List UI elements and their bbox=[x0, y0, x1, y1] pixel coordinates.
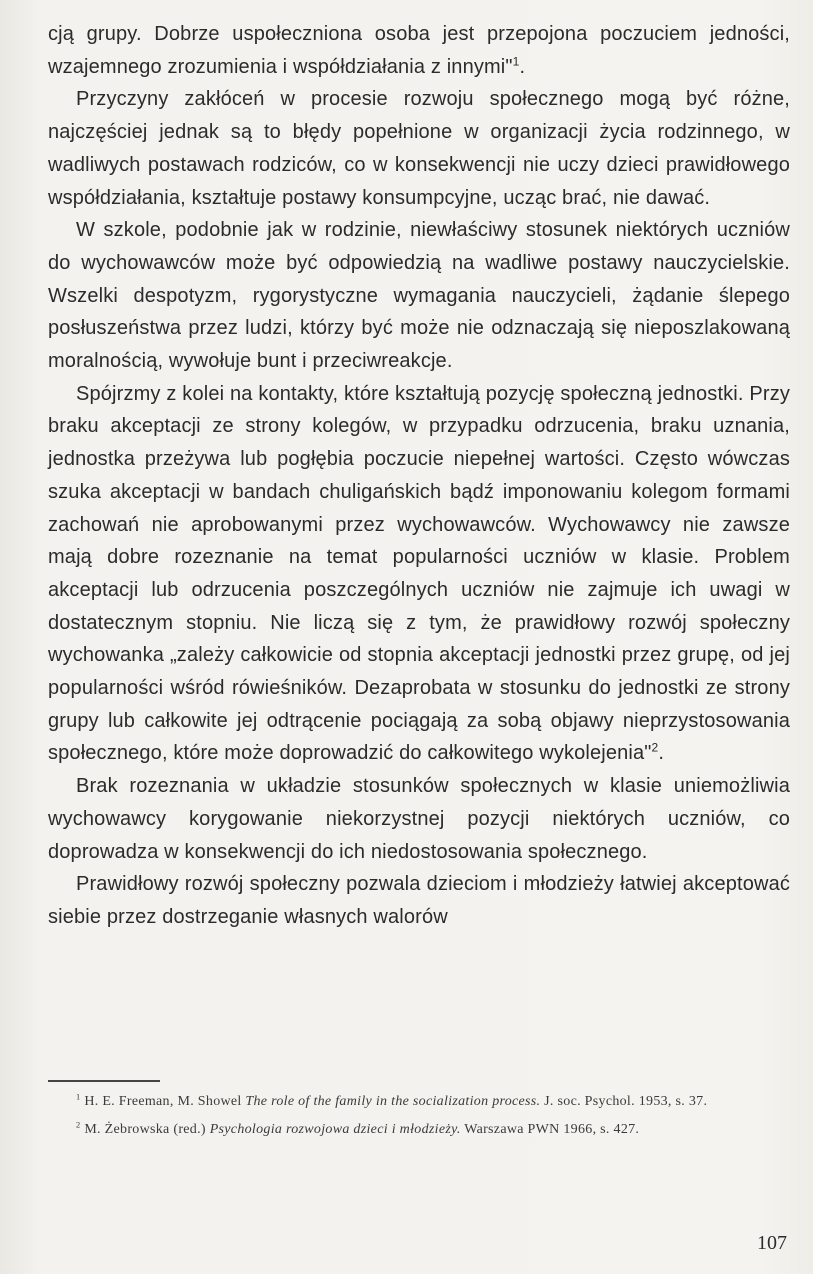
footnote-title: The role of the family in the socialization process. bbox=[245, 1094, 541, 1109]
paragraph-3: W szkole, podobnie jak w rodzinie, niewłaściwy stosunek niektórych uczniów do wychowawców może być odpowiedzią na wadliwe postawy nauczycielskie. Wszelki despotyzm, rygorystyczne wymagania nauczycieli, żądanie ślepego posłuszeństwa przez ludzi, którzy być może nie odznaczają się nieposzlakowaną moralnością, wywołuje bunt i przeciwreakcje. bbox=[48, 219, 790, 373]
footnote-title: Psychologia rozwojowa dzieci i młodzieży. bbox=[209, 1122, 461, 1137]
footnote-source: Warszawa PWN 1966, s. 427. bbox=[464, 1122, 640, 1137]
footnote-1 bbox=[48, 1090, 790, 1114]
footnote-mark: 2 bbox=[76, 1120, 81, 1130]
footnotes bbox=[48, 1090, 790, 1146]
paragraph-end: . bbox=[519, 55, 526, 78]
footnote-ref-1: 1 bbox=[512, 54, 520, 69]
paragraph-6: Prawidłowy rozwój społeczny pozwala dzieciom i młodzieży łatwiej akceptować siebie przez dostrzeganie własnych walorów bbox=[48, 873, 790, 928]
main-text bbox=[48, 18, 790, 934]
paragraph-2: Przyczyny zakłóceń w procesie rozwoju społecznego mogą być różne, najczęściej jednak są to błędy popełnione w organizacji życia rodzinnego, w wadliwych postawach rodziców, co w konsekwencji nie uczy dzieci prawidłowego współdziałania, kształtuje postawy konsumpcyjne, ucząc brać, nie dawać. bbox=[48, 88, 790, 209]
paragraph-text: cją grupy. Dobrze uspołeczniona osoba jest przepojona poczuciem jedności, wzajemnego zrozumienia i współdziałania z innymi" bbox=[48, 23, 790, 78]
paragraph-text: Spójrzmy z kolei na kontakty, które kształtują pozycję społeczną jednostki. Przy braku akceptacji ze strony kolegów, w przypadku odrzucenia, braku uznania, jednostka przeżywa lub pogłębia poczucie niepełnej wartości. Często wówczas szuka akceptacji w bandach chuligańskich bądź imponowaniu kolegom formami zachowań nie aprobowanymi przez wychowawców. Wychowawcy nie zawsze mają dobre rozeznanie na temat popularności uczniów w klasie. Problem akceptacji lub odrzucenia poszczególnych uczniów nie zajmuje ich uwagi w dostatecznym stopniu. Nie liczą się z tym, że prawidłowy rozwój społeczny wychowanka „zależy całkowicie od stopnia akceptacji jednostki przez grupę, od jej popularności wśród rówieśników. Dezaprobata w stosunku do jednostki ze strony grupy lub całkowite jej odtrącenie pociągają za sobą objawy nieprzystosowania społecznego, które może doprowadzić do całkowitego wykolejenia" bbox=[48, 382, 790, 765]
footnote-authors: M. Żebrowska (red.) bbox=[84, 1122, 206, 1137]
footnote-divider bbox=[48, 1080, 160, 1082]
paragraph-1 bbox=[48, 18, 790, 83]
footnote-authors: H. E. Freeman, M. Showel bbox=[84, 1094, 242, 1109]
page-number: 107 bbox=[757, 1232, 787, 1254]
footnote-mark: 1 bbox=[76, 1092, 81, 1102]
footnote-ref-2: 2 bbox=[651, 740, 659, 755]
paragraph-end: . bbox=[658, 742, 665, 765]
footnote-source: J. soc. Psychol. 1953, s. 37. bbox=[544, 1094, 708, 1109]
paragraph-5: Brak rozeznania w układzie stosunków społecznych w klasie uniemożliwia wychowawcy korygowanie niekorzystnej pozycji niektórych uczniów, co doprowadza w konsekwencji do ich niedostosowania społecznego. bbox=[48, 775, 790, 863]
paragraph-4 bbox=[48, 378, 790, 770]
footnote-2 bbox=[48, 1118, 790, 1142]
